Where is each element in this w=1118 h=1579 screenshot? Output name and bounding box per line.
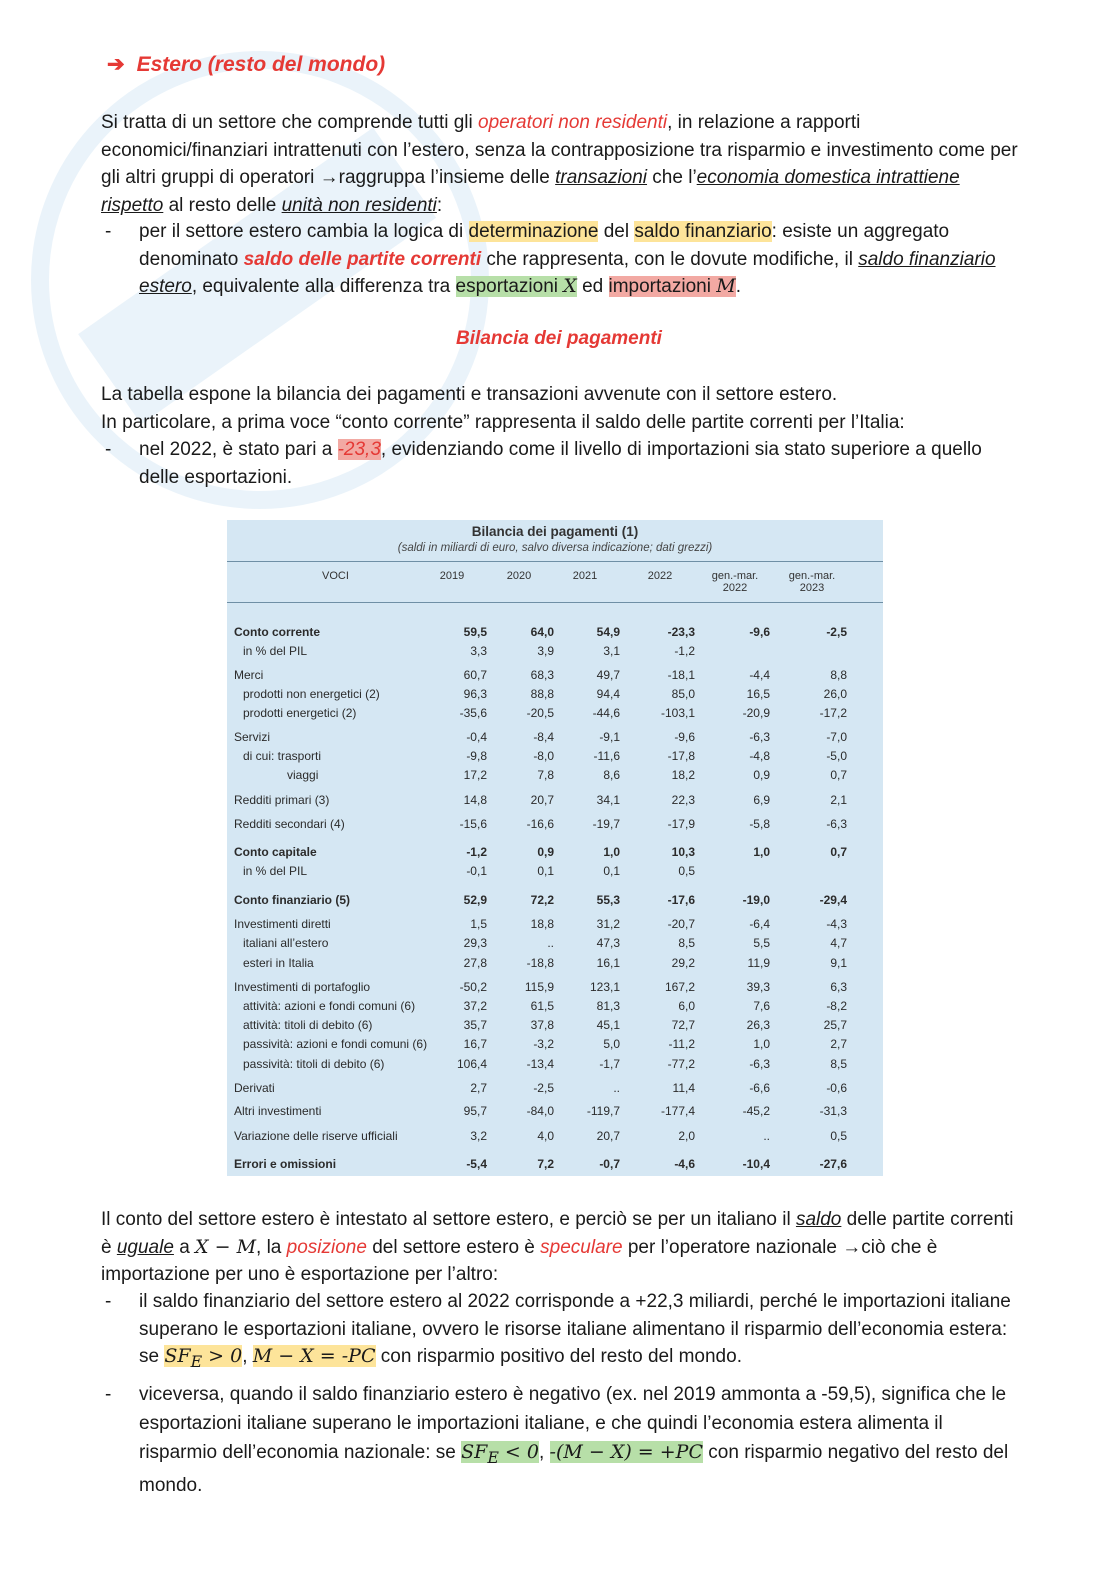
row-value: 26,0 xyxy=(823,687,847,701)
row-value: -103,1 xyxy=(660,706,695,720)
row-value: 106,4 xyxy=(456,1057,487,1071)
row-value: -27,6 xyxy=(819,1157,847,1171)
row-value: -6,3 xyxy=(749,1057,770,1071)
row-value: 85,0 xyxy=(671,687,695,701)
row-label: Conto corrente xyxy=(234,625,321,639)
row-value: 7,8 xyxy=(537,768,554,782)
row-value: 14,8 xyxy=(463,793,487,807)
row-value: 49,7 xyxy=(596,668,620,682)
row-label: viaggi xyxy=(287,768,319,782)
row-label: prodotti energetici (2) xyxy=(243,706,357,720)
row-value: 123,1 xyxy=(589,980,620,994)
table-rule xyxy=(227,602,587,603)
row-label: passività: azioni e fondi comuni (6) xyxy=(243,1037,428,1051)
intro-paragraph: Si tratta di un settore che comprende tutti gli operatori non residenti, in relazione a rapporti economici/finanziari intrattenuti con l’estero, senza la contrapposizione tra risparmio e investimento come per gli altri gruppi di operatori →raggruppa l’insieme delle transazioni che l’economia domestica intrattiene rispetto al resto delle unità non residenti: xyxy=(101,112,1018,216)
row-value: -3,2 xyxy=(533,1037,554,1051)
row-label: Redditi secondari (4) xyxy=(234,817,345,831)
row-value: 72,2 xyxy=(530,893,554,907)
section-heading-text: Estero (resto del mondo) xyxy=(136,53,386,76)
table-row xyxy=(227,768,883,787)
row-value: 2,0 xyxy=(678,1129,695,1143)
bullet-negative-saldo: - viceversa, quando il saldo finanziario estero è negativo (ex. nel 2019 ammonta a -59,5), significa che le esportazioni italiane superano le importazioni italiane, e che quindi l’economia estera alimenta il risparmio dell’economia nazionale: se $SF_E < 0$, -(M − X) = +PC con risparmio negativo del resto del mondo. xyxy=(105,1384,1009,1497)
row-value: -35,6 xyxy=(459,706,487,720)
row-value: 47,3 xyxy=(596,936,620,950)
row-value: 96,3 xyxy=(463,687,487,701)
row-value: 27,8 xyxy=(463,956,487,970)
row-value: -0,4 xyxy=(466,730,487,744)
row-value: 29,2 xyxy=(671,956,695,970)
row-label: Merci xyxy=(234,668,264,682)
row-label: prodotti non energetici (2) xyxy=(243,687,380,701)
table-row xyxy=(227,999,883,1018)
row-value: 95,7 xyxy=(463,1104,487,1118)
row-value: -15,6 xyxy=(459,817,487,831)
table-row xyxy=(227,817,883,836)
table-header-cell: gen.-mar. 2022 xyxy=(711,570,759,594)
row-value: -20,9 xyxy=(742,706,770,720)
row-value: -11,6 xyxy=(593,749,620,763)
row-label: Variazione delle riserve ufficiali xyxy=(234,1129,398,1143)
table-row xyxy=(227,936,883,955)
table-row xyxy=(227,1104,883,1123)
table-row xyxy=(227,1081,883,1100)
row-value: 20,7 xyxy=(596,1129,620,1143)
row-value: 8,5 xyxy=(678,936,695,950)
row-value: 4,7 xyxy=(830,936,847,950)
row-value: 5,0 xyxy=(603,1037,620,1051)
row-value: -9,1 xyxy=(599,730,620,744)
row-value: 64,0 xyxy=(530,625,554,639)
row-value: 68,3 xyxy=(530,668,554,682)
table-row xyxy=(227,845,883,864)
row-value: 9,1 xyxy=(830,956,847,970)
row-label: in % del PIL xyxy=(243,864,308,878)
row-value: 72,7 xyxy=(671,1018,695,1032)
row-value: -1,7 xyxy=(599,1057,620,1071)
table-row xyxy=(227,668,883,687)
row-value: -20,7 xyxy=(667,917,695,931)
table-row xyxy=(227,625,883,644)
row-value: 1,0 xyxy=(603,845,620,859)
table-header-cell: 2021 xyxy=(572,570,598,582)
row-label: attività: titoli di debito (6) xyxy=(243,1018,373,1032)
row-value: 0,1 xyxy=(603,864,620,878)
row-value: 60,7 xyxy=(463,668,487,682)
row-value: -29,4 xyxy=(819,893,847,907)
row-label: passività: titoli di debito (6) xyxy=(243,1057,385,1071)
row-label: Errori e omissioni xyxy=(234,1157,337,1171)
row-value: 16,5 xyxy=(746,687,770,701)
row-value: 45,1 xyxy=(596,1018,620,1032)
row-value: 88,8 xyxy=(530,687,554,701)
row-value: 7,6 xyxy=(753,999,770,1013)
table-title: Bilancia dei pagamenti (1) xyxy=(471,524,639,539)
row-value: -11,2 xyxy=(668,1037,695,1051)
table-row xyxy=(227,687,883,706)
row-value: -18,8 xyxy=(526,956,554,970)
row-value: 3,9 xyxy=(537,644,554,658)
row-value: -17,9 xyxy=(667,817,695,831)
row-value: 52,9 xyxy=(463,893,487,907)
row-value: -1,2 xyxy=(674,644,695,658)
row-value: 35,7 xyxy=(463,1018,487,1032)
row-value: 17,2 xyxy=(463,768,487,782)
row-value: 18,8 xyxy=(530,917,554,931)
row-value: -9,6 xyxy=(749,625,770,639)
row-value: 22,3 xyxy=(671,793,695,807)
row-value: -5,8 xyxy=(749,817,770,831)
row-value: -45,2 xyxy=(742,1104,770,1118)
table-row xyxy=(227,730,883,749)
row-label: Altri investimenti xyxy=(234,1104,322,1118)
row-label: attività: azioni e fondi comuni (6) xyxy=(243,999,416,1013)
row-value: -20,5 xyxy=(526,706,554,720)
row-value: 37,8 xyxy=(530,1018,554,1032)
row-value: -5,4 xyxy=(466,1157,487,1171)
table-row xyxy=(227,1129,883,1148)
row-value: 0,9 xyxy=(537,845,554,859)
bullet-conto-corrente: - nel 2022, è stato pari a -23,3, evidenziando come il livello di importazioni sia stato superiore a quello delle esportazioni. xyxy=(105,439,982,488)
row-value: 7,2 xyxy=(537,1157,554,1171)
row-label: italiani all’estero xyxy=(243,936,329,950)
row-value: 8,6 xyxy=(603,768,620,782)
row-value: 18,2 xyxy=(671,768,695,782)
table-header-cell: VOCI xyxy=(322,570,349,582)
row-value: -77,2 xyxy=(667,1057,695,1071)
row-value: -6,6 xyxy=(749,1081,770,1095)
row-value: 3,1 xyxy=(603,644,620,658)
row-value: 0,1 xyxy=(537,864,554,878)
row-value: .. xyxy=(613,1081,620,1095)
row-value: -44,6 xyxy=(592,706,620,720)
table-row xyxy=(227,706,883,725)
row-value: 1,0 xyxy=(753,845,770,859)
table-row xyxy=(227,1037,883,1056)
row-value: -19,0 xyxy=(742,893,770,907)
row-value: 81,3 xyxy=(596,999,620,1013)
row-value: .. xyxy=(547,936,554,950)
row-value: -0,1 xyxy=(466,864,487,878)
table-row xyxy=(227,956,883,975)
row-value: 39,3 xyxy=(746,980,770,994)
row-value: 37,2 xyxy=(463,999,487,1013)
row-value: -19,7 xyxy=(592,817,620,831)
table-row xyxy=(227,893,883,912)
row-value: 54,9 xyxy=(596,625,620,639)
row-value: 5,5 xyxy=(753,936,770,950)
row-value: -4,8 xyxy=(749,749,770,763)
row-value: 2,7 xyxy=(830,1037,847,1051)
row-value: 8,5 xyxy=(830,1057,847,1071)
row-label: Investimenti diretti xyxy=(234,917,331,931)
table-row xyxy=(227,917,883,936)
row-value: -0,7 xyxy=(599,1157,620,1171)
row-value: -9,6 xyxy=(674,730,695,744)
table-row xyxy=(227,1157,883,1176)
row-value: 31,2 xyxy=(596,917,620,931)
row-value: -17,2 xyxy=(819,706,847,720)
row-value: 34,1 xyxy=(596,793,620,807)
table-row xyxy=(227,980,883,999)
row-value: 61,5 xyxy=(530,999,554,1013)
row-value: -10,4 xyxy=(742,1157,770,1171)
row-value: 16,7 xyxy=(463,1037,487,1051)
row-value: 10,3 xyxy=(671,845,695,859)
row-value: 0,7 xyxy=(830,845,847,859)
table-row xyxy=(227,1018,883,1037)
row-value: 94,4 xyxy=(596,687,620,701)
row-value: .. xyxy=(763,1129,770,1143)
row-value: -31,3 xyxy=(819,1104,847,1118)
row-value: -9,8 xyxy=(466,749,487,763)
foreign-sector-paragraph: Il conto del settore estero è intestato al settore estero, e perciò se per un italiano il saldo delle partite correnti è uguale a X − M, la posizione del settore estero è speculare per l’operatore nazionale →ciò che è importazione per uno è esportazione per l’altro: xyxy=(101,1209,1014,1285)
row-value: 26,3 xyxy=(746,1018,770,1032)
row-value: 8,8 xyxy=(830,668,847,682)
row-value: -4,4 xyxy=(749,668,770,682)
row-value: 2,7 xyxy=(470,1081,487,1095)
row-value: 29,3 xyxy=(463,936,487,950)
row-value: -0,6 xyxy=(826,1081,847,1095)
balance-of-payments-table xyxy=(227,520,883,1176)
subsection-title: Bilancia dei pagamenti xyxy=(456,328,662,349)
row-value: 115,9 xyxy=(524,980,554,994)
row-label: Servizi xyxy=(234,730,271,744)
table-intro-paragraph: La tabella espone la bilancia dei pagamenti e transazioni avvenute con il settore estero. In particolare, a prima voce “conto corrente” rappresenta il saldo delle partite correnti per l’Italia: xyxy=(101,384,905,433)
row-value: 0,7 xyxy=(830,768,847,782)
table-row xyxy=(227,749,883,768)
row-value: -50,2 xyxy=(459,980,487,994)
row-value: -1,2 xyxy=(466,845,487,859)
row-label: Investimenti di portafoglio xyxy=(234,980,371,994)
row-label: Conto finanziario (5) xyxy=(234,893,350,907)
row-value: 1,5 xyxy=(470,917,487,931)
table-rule xyxy=(227,561,883,562)
row-value: -2,5 xyxy=(826,625,847,639)
row-value: -16,6 xyxy=(526,817,554,831)
row-label: in % del PIL xyxy=(243,644,308,658)
row-value: 3,2 xyxy=(470,1129,487,1143)
row-value: 11,4 xyxy=(672,1081,695,1095)
row-value: -84,0 xyxy=(526,1104,554,1118)
section-heading xyxy=(107,52,385,77)
table-row xyxy=(227,793,883,812)
row-value: 1,0 xyxy=(753,1037,770,1051)
bullet-positive-saldo: - il saldo finanziario del settore estero al 2022 corrisponde a +22,3 miliardi, perché le importazioni italiane superano le esportazioni italiane, ovvero le risorse italiane alimentano il risparmio dell’economia estera: se $SF_E > 0$, M − X = -PC con risparmio positivo del resto del mondo. xyxy=(105,1291,1011,1371)
row-value: -18,1 xyxy=(667,668,695,682)
row-value: 20,7 xyxy=(530,793,554,807)
table-row xyxy=(227,1057,883,1076)
table-rule xyxy=(587,602,883,603)
row-value: 16,1 xyxy=(596,956,620,970)
row-value: 25,7 xyxy=(823,1018,847,1032)
row-value: 55,3 xyxy=(596,893,620,907)
row-value: 0,9 xyxy=(753,768,770,782)
row-value: 4,0 xyxy=(537,1129,554,1143)
table-header-cell: 2019 xyxy=(439,570,465,582)
table-row xyxy=(227,864,883,883)
row-label: Conto capitale xyxy=(234,845,317,859)
bullet-saldo-finanziario: - per il settore estero cambia la logica di determinazione del saldo finanziario: esiste un aggregato denominato saldo delle partite correnti che rappresenta, con le dovute modifiche, il saldo finanziario estero, equivalente alla differenza tra esportazioni X ed importazioni M. xyxy=(105,221,996,297)
row-label: di cui: trasporti xyxy=(243,749,322,763)
table-row xyxy=(227,644,883,663)
row-value: -23,3 xyxy=(667,625,695,639)
row-value: -17,8 xyxy=(667,749,695,763)
row-value: 167,2 xyxy=(664,980,695,994)
table-header-cell: 2020 xyxy=(506,570,532,582)
row-value: 2,1 xyxy=(830,793,847,807)
row-value: -4,6 xyxy=(674,1157,695,1171)
row-value: 6,0 xyxy=(678,999,695,1013)
row-value: -7,0 xyxy=(826,730,847,744)
row-value: 3,3 xyxy=(470,644,487,658)
arrow-right-icon: ➔ xyxy=(107,53,125,76)
row-value: -6,3 xyxy=(826,817,847,831)
table-header-cell: gen.-mar. 2023 xyxy=(788,570,836,594)
row-value: -177,4 xyxy=(660,1104,695,1118)
row-value: -17,6 xyxy=(667,893,695,907)
row-value: 6,3 xyxy=(830,980,847,994)
row-label: Derivati xyxy=(234,1081,275,1095)
row-value: -5,0 xyxy=(826,749,847,763)
row-value: 6,9 xyxy=(753,793,770,807)
row-value: -8,4 xyxy=(533,730,554,744)
row-value: -2,5 xyxy=(533,1081,554,1095)
row-value: -8,0 xyxy=(533,749,554,763)
row-value: -8,2 xyxy=(826,999,847,1013)
row-value: 0,5 xyxy=(830,1129,847,1143)
row-value: -6,3 xyxy=(749,730,770,744)
row-value: -119,7 xyxy=(586,1104,620,1118)
table-subtitle: (saldi in miliardi di euro, salvo diversa indicazione; dati grezzi) xyxy=(397,542,713,554)
table-header-cell: 2022 xyxy=(647,570,673,582)
row-value: 0,5 xyxy=(678,864,695,878)
row-label: Redditi primari (3) xyxy=(234,793,330,807)
row-value: 11,9 xyxy=(747,956,770,970)
row-value: 59,5 xyxy=(463,625,487,639)
row-value: -4,3 xyxy=(826,917,847,931)
row-value: -6,4 xyxy=(749,917,770,931)
row-label: esteri in Italia xyxy=(243,956,314,970)
row-value: -13,4 xyxy=(526,1057,554,1071)
